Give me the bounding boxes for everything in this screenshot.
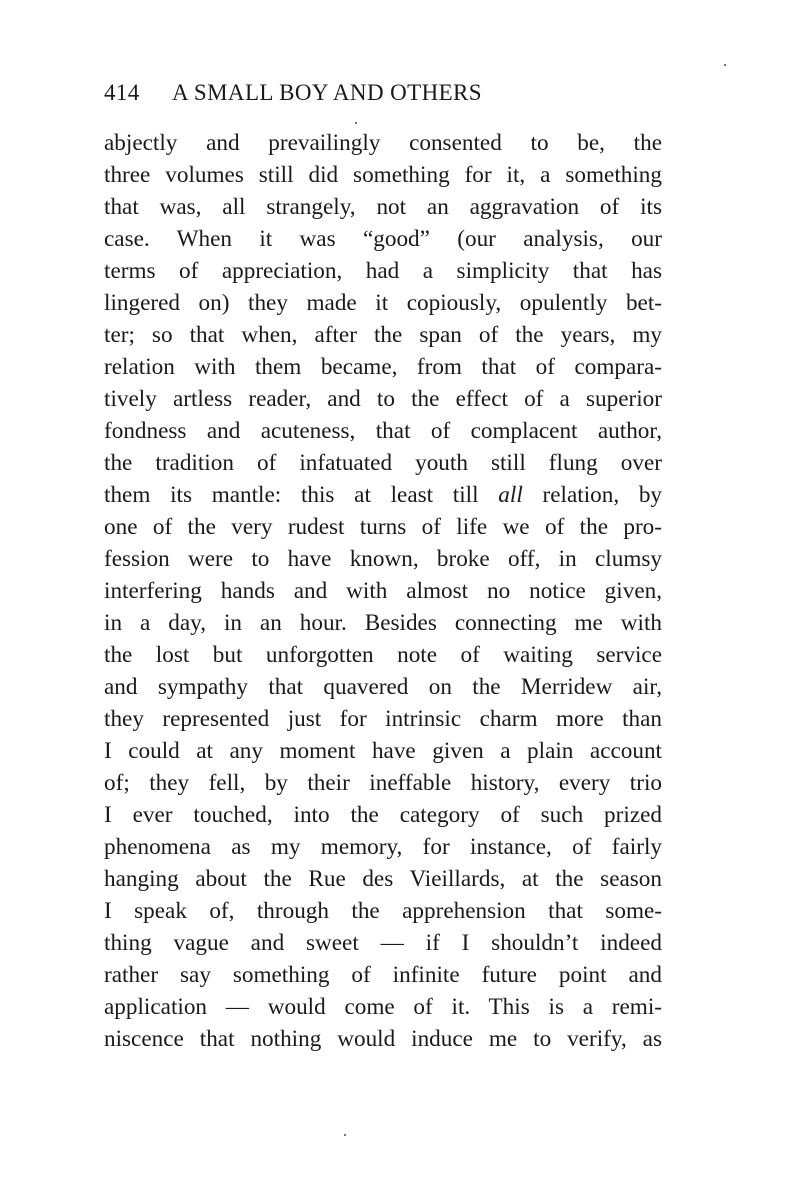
print-speck (344, 1134, 346, 1136)
running-head (104, 80, 664, 114)
text-line: and sympathy that quavered on the Merridew air, (104, 674, 662, 700)
text-line: abjectly and prevailingly consented to be, the (104, 130, 662, 156)
text-line: the lost but unforgotten note of waiting service (104, 642, 662, 668)
text-line: lingered on) they made it copiously, opulently bet- (104, 290, 662, 316)
text-line: rather say something of infinite future point and (104, 962, 662, 988)
text-line: niscence that nothing would induce me to verify, as (104, 1026, 662, 1052)
text-line: the tradition of infatuated youth still flung over (104, 450, 662, 476)
text-line: terms of appreciation, had a simplicity that has (104, 258, 662, 284)
text-line: relation with them became, from that of compara- (104, 354, 662, 380)
book-title: A SMALL BOY AND OTHERS (172, 80, 482, 105)
text-line: tively artless reader, and to the effect of a superior (104, 386, 662, 412)
text-line: application — would come of it. This is a remi- (104, 994, 662, 1020)
text-line: I speak of, through the apprehension that some- (104, 898, 662, 924)
print-speck (355, 122, 357, 124)
text-line: one of the very rudest turns of life we of the pro- (104, 514, 662, 540)
text-line: interfering hands and with almost no notice given, (104, 578, 662, 604)
text-line: hanging about the Rue des Vieillards, at the season (104, 866, 662, 892)
text-line-with-italic (104, 479, 662, 511)
text-fragment: relation, by (542, 482, 663, 508)
text-line: ter; so that when, after the span of the years, my (104, 322, 662, 348)
text-line: that was, all strangely, not an aggravation of its (104, 194, 662, 220)
text-line: they represented just for intrinsic charm more than (104, 706, 662, 732)
text-fragment: them its mantle: this at least till (104, 482, 479, 508)
print-speck (724, 64, 726, 66)
body-text (104, 127, 662, 1055)
italic-word: all (498, 482, 523, 508)
text-line: thing vague and sweet — if I shouldn’t indeed (104, 930, 662, 956)
text-line: in a day, in an hour. Besides connecting me with (104, 610, 662, 636)
page-number: 414 (104, 80, 140, 105)
text-line: I ever touched, into the category of such prized (104, 802, 662, 828)
text-line: of; they fell, by their ineffable history, every trio (104, 770, 662, 796)
text-line: phenomena as my memory, for instance, of fairly (104, 834, 662, 860)
text-line: three volumes still did something for it, a something (104, 162, 662, 188)
text-line: fondness and acuteness, that of complacent author, (104, 418, 662, 444)
text-line: I could at any moment have given a plain account (104, 738, 662, 764)
text-line: case. When it was “good” (our analysis, our (104, 226, 662, 252)
text-line: fession were to have known, broke off, in clumsy (104, 546, 662, 572)
